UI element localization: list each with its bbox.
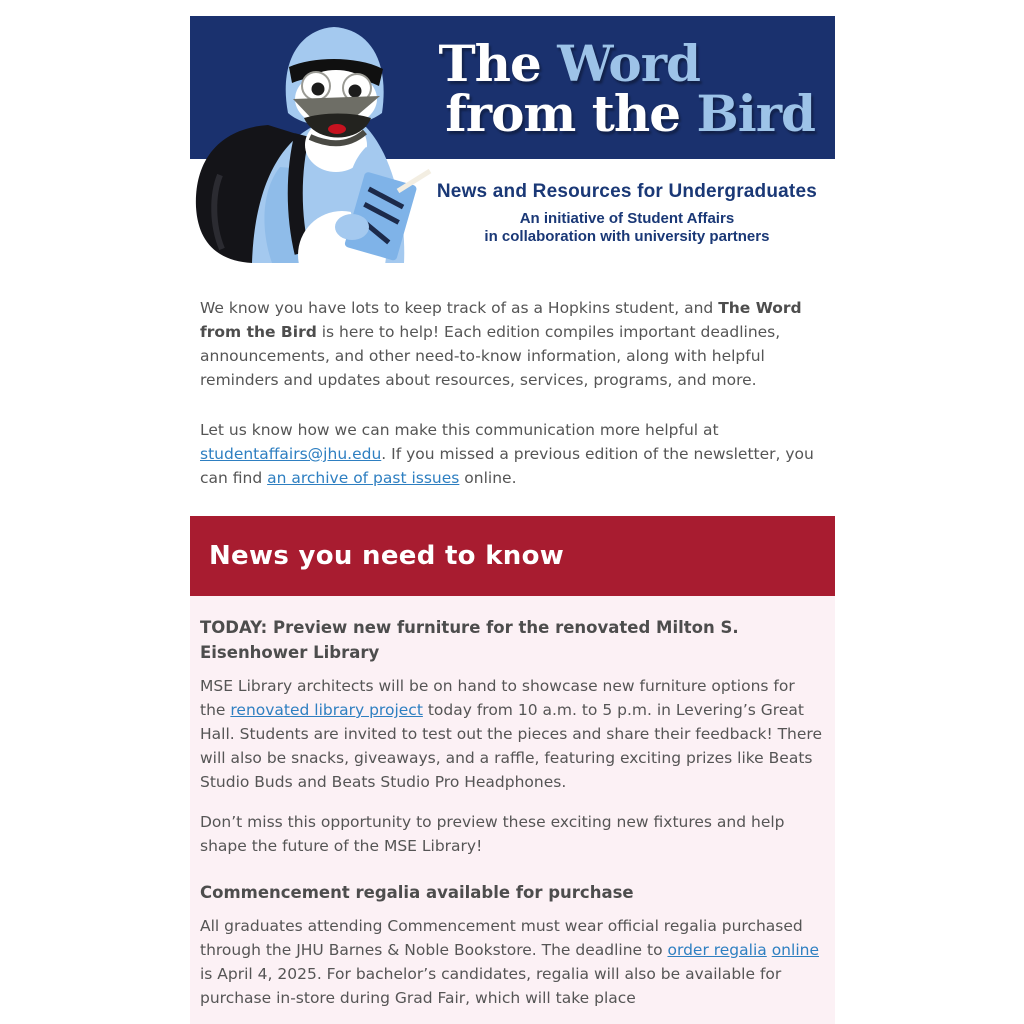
- intro-p1-text: We know you have lots to keep track of as a Hopkins student, and: [200, 299, 719, 317]
- newsletter-header: [190, 16, 835, 263]
- renovated-library-project-link[interactable]: renovated library project: [230, 701, 423, 719]
- blue-jay-mascot-image: [190, 25, 445, 263]
- newsletter-title-line2: [445, 84, 815, 143]
- intro-p1-text-after: is here to help! Each edition compiles important deadlines, announcements, and other need-to-know information, along with helpful reminders and updates about resources, services, programs, and more.: [200, 323, 781, 389]
- newsletter-email: [190, 16, 835, 1024]
- news-item-1-paragraph-1: [200, 674, 825, 794]
- news-item-1-p1-text-after: today from 10 a.m. to 5 p.m. in Levering’s Great Hall. Students are invited to test out the pieces and share their feedback! There will also be snacks, giveaways, and a raffle, featuring exciting prizes like Beats Studio Buds and Beats Studio Pro Headphones.: [200, 701, 822, 791]
- news-item-2-paragraph-1: [200, 914, 825, 1010]
- title-the: The: [438, 34, 541, 93]
- intro-paragraph-1: [200, 296, 825, 392]
- title-word: Word: [557, 34, 700, 93]
- news-item-1-paragraph-2: Don’t miss this opportunity to preview these exciting new fixtures and help shape the future of the MSE Library!: [200, 813, 785, 855]
- newsletter-name-bold: The Word from the Bird: [200, 299, 802, 341]
- student-affairs-email-link[interactable]: studentaffairs@jhu.edu: [200, 445, 382, 463]
- intro-p2-text-mid: . If you missed a previous edition of the newsletter, you can find: [200, 445, 814, 487]
- header-subtitle: News and Resources for Undergraduates: [436, 181, 817, 202]
- intro-p2-text-after: online.: [459, 469, 517, 487]
- news-section-banner: [190, 516, 835, 596]
- header-tagline: [437, 210, 817, 246]
- news-item-1-headline: TODAY: Preview new furniture for the renovated Milton S. Eisenhower Library: [200, 618, 739, 662]
- header-subtitle-block: [437, 181, 817, 246]
- news-section-body: [190, 596, 835, 1024]
- intro-paragraph-2: [200, 418, 825, 490]
- news-section-title: News you need to know: [209, 541, 565, 571]
- order-online-link[interactable]: online: [771, 941, 819, 959]
- title-bird: Bird: [696, 84, 815, 143]
- archive-of-past-issues-link[interactable]: an archive of past issues: [267, 469, 460, 487]
- intro-section: [190, 263, 835, 516]
- news-item-1-p1-text: MSE Library architects will be on hand to showcase new furniture options for the: [200, 677, 795, 719]
- order-regalia-link[interactable]: order regalia: [667, 941, 767, 959]
- news-item-2-p1-text-after: is April 4, 2025. For bachelor’s candidates, regalia will also be available for purchase in-store during Grad Fair, which will take place: [200, 965, 782, 1007]
- news-item-2-p1-text: All graduates attending Commencement must wear official regalia purchased through the JHU Barnes & Noble Bookstore. The deadline to: [200, 917, 803, 959]
- news-item-2-headline: Commencement regalia available for purchase: [200, 883, 634, 902]
- header-tagline-line2: in collaboration with university partners: [484, 228, 770, 245]
- intro-p2-text: Let us know how we can make this communication more helpful at: [200, 421, 719, 439]
- title-from-the: from the: [445, 84, 681, 143]
- header-tagline-line1: An initiative of Student Affairs: [519, 210, 735, 227]
